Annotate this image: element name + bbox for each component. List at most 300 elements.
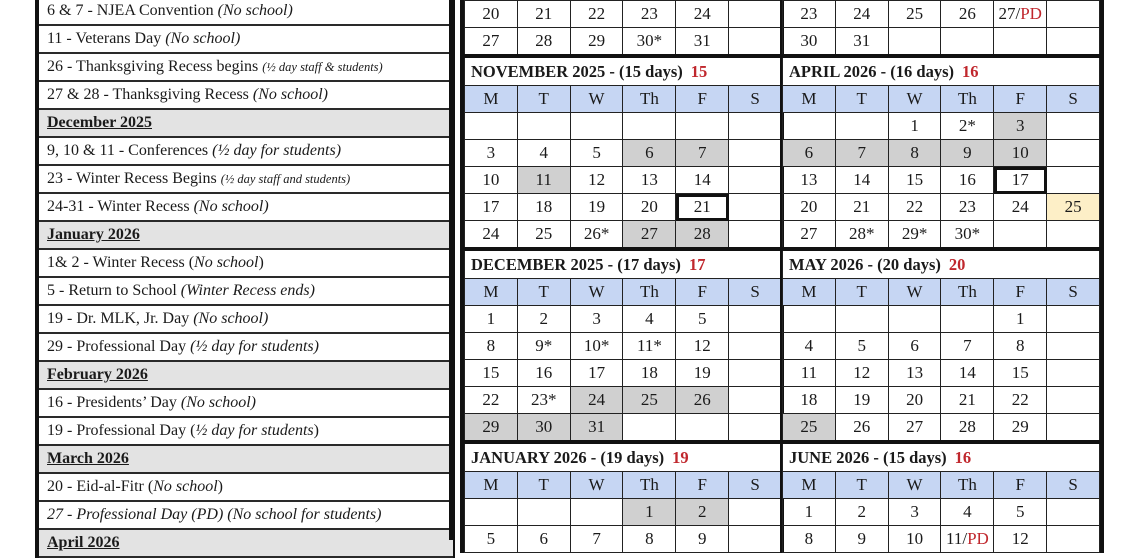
calendar-empty-cell: [729, 167, 782, 194]
calendar-empty-cell: [783, 113, 836, 140]
weekday-header: F: [994, 472, 1047, 499]
weekday-header: W: [888, 86, 941, 113]
month-heading: [39, 222, 453, 250]
day-number: 26: [958, 4, 976, 23]
calendar-week: [465, 360, 782, 387]
month-title: [783, 442, 1100, 472]
day-number: 1: [1015, 309, 1025, 328]
calendar-day: [888, 113, 941, 140]
calendar-day: [994, 167, 1047, 194]
weekday-header: T: [835, 279, 888, 306]
weekday-header: T: [517, 279, 570, 306]
calendar-week: [783, 360, 1100, 387]
calendar-week: [465, 194, 782, 221]
calendar-day: [570, 167, 623, 194]
month-heading: [39, 362, 453, 390]
day-number: 1: [486, 309, 496, 328]
event-note: (No school): [165, 30, 241, 47]
weekday-header-row: [465, 472, 782, 499]
calendar-day: [623, 1, 676, 28]
calendar-empty-cell: [517, 113, 570, 140]
month-title-row: [465, 249, 782, 279]
calendar-day: [676, 221, 729, 250]
day-number: 14: [693, 170, 711, 189]
day-number: 10: [482, 170, 500, 189]
weekday-header: Th: [941, 279, 994, 306]
day-number: 23: [800, 4, 818, 23]
day-number: 9: [697, 529, 707, 548]
day-number: 22: [906, 197, 924, 216]
calendar-empty-cell: [941, 306, 994, 333]
calendar-day: [888, 360, 941, 387]
calendar-week: [783, 306, 1100, 333]
calendar-day: [465, 333, 518, 360]
day-number: 12: [693, 336, 711, 355]
event-row: [39, 278, 453, 306]
calendar-day: [517, 1, 570, 28]
day-number: 30*: [636, 31, 663, 50]
calendar-day: [517, 194, 570, 221]
day-number: 15: [1011, 363, 1029, 382]
event-row: [39, 82, 453, 110]
day-number: 26: [693, 390, 711, 409]
weekday-header: T: [517, 472, 570, 499]
event-note: (½ day for students): [190, 338, 319, 355]
calendar-day: [465, 306, 518, 333]
calendar-day: [517, 140, 570, 167]
calendar-empty-cell: [729, 360, 782, 387]
calendar-day: [888, 1, 941, 28]
event-note: No school: [153, 478, 218, 495]
day-number: 29: [588, 31, 606, 50]
calendar-day: [835, 167, 888, 194]
day-number: 15: [906, 170, 924, 189]
calendar-day: [783, 414, 836, 443]
day-number: 8: [804, 529, 814, 548]
calendar-day: [623, 360, 676, 387]
day-number: 21: [693, 197, 711, 216]
day-number: 4: [645, 309, 654, 328]
calendar-day: [623, 333, 676, 360]
day-number: 22: [1011, 390, 1029, 409]
calendar-empty-cell: [1047, 140, 1100, 167]
calendar-day: [835, 360, 888, 387]
day-number: 29: [1011, 417, 1029, 436]
calendar-empty-cell: [729, 140, 782, 167]
calendar-day: [570, 414, 623, 443]
calendar-day: [676, 499, 729, 526]
weekday-header: F: [676, 86, 729, 113]
calendar-week: [783, 167, 1100, 194]
calendar-day: [517, 306, 570, 333]
calendar-day: [517, 333, 570, 360]
day-number: 25: [640, 390, 658, 409]
day-number: 4: [804, 336, 814, 355]
calendar-day: [835, 387, 888, 414]
weekday-header: S: [1047, 279, 1100, 306]
day-number: 31: [588, 417, 606, 436]
day-number: 3: [486, 143, 496, 162]
calendar-day: [835, 140, 888, 167]
calendar-day: [835, 28, 888, 57]
calendar-week: [783, 526, 1100, 553]
weekday-header: M: [783, 279, 836, 306]
calendar-week: [465, 333, 782, 360]
event-note: (No school): [217, 2, 293, 19]
weekday-header-row: [465, 279, 782, 306]
weekday-header: T: [835, 86, 888, 113]
event-row: [39, 390, 453, 418]
day-number: 5: [486, 529, 496, 548]
calendar-empty-cell: [1047, 499, 1100, 526]
column-divider: [449, 0, 453, 540]
weekday-header: Th: [941, 472, 994, 499]
calendar-day: [888, 140, 941, 167]
calendar-day: [623, 140, 676, 167]
weekday-header: M: [465, 279, 518, 306]
calendar-empty-cell: [783, 306, 836, 333]
calendar-empty-cell: [465, 113, 518, 140]
event-text: 26 - Thanksgiving Recess begins: [47, 58, 263, 75]
calendar-day: [941, 140, 994, 167]
calendar-day: [941, 221, 994, 250]
day-number: 8: [486, 336, 496, 355]
calendar-day: [783, 140, 836, 167]
calendar-day: [941, 414, 994, 443]
calendar-column-left: [460, 0, 784, 553]
day-number: 21: [535, 4, 553, 23]
day-number: 9: [963, 143, 972, 162]
calendar-day: [570, 28, 623, 57]
calendar-day: [888, 194, 941, 221]
day-number: 19: [693, 363, 711, 382]
calendar-day: [570, 333, 623, 360]
event-row: [39, 502, 453, 530]
day-number: 1: [910, 116, 919, 135]
event-text: 5 - Return to School: [47, 282, 181, 299]
calendar-day: [517, 526, 570, 553]
calendar-day: [570, 387, 623, 414]
day-number: 30*: [954, 224, 981, 243]
calendar-day: [517, 387, 570, 414]
day-number: 27: [906, 417, 924, 436]
calendar-day: [941, 360, 994, 387]
day-number: 6: [645, 143, 654, 162]
calendar-day: [676, 387, 729, 414]
day-number: 7: [697, 143, 707, 162]
day-number: 20: [482, 4, 500, 23]
day-number: 7: [857, 143, 866, 162]
day-number: 22: [588, 4, 606, 23]
event-note: (No school): [193, 310, 269, 327]
event-row: [39, 166, 453, 194]
calendar-day: [676, 140, 729, 167]
calendar-day: [1047, 194, 1100, 221]
calendar-week: [465, 526, 782, 553]
event-text: 23 - Winter Recess Begins: [47, 170, 221, 187]
day-number: 14: [853, 170, 871, 189]
weekday-header: W: [570, 279, 623, 306]
calendar-week: [783, 1, 1100, 28]
calendar-day: [783, 526, 836, 553]
day-number: 12: [588, 170, 606, 189]
calendar-week: [783, 387, 1100, 414]
calendar-empty-cell: [465, 499, 518, 526]
calendar-empty-cell: [1047, 1, 1100, 28]
calendar-day: [676, 1, 729, 28]
month-title-text: APRIL 2026 - (16 days): [789, 61, 955, 81]
month-title: [465, 249, 782, 279]
day-number: 26: [853, 417, 871, 436]
calendar-empty-cell: [1047, 414, 1100, 443]
pd-marker: PD: [967, 529, 989, 548]
day-number: 5: [697, 309, 707, 328]
calendar-empty-cell: [676, 113, 729, 140]
school-calendar: [460, 0, 1104, 548]
calendar-empty-cell: [729, 113, 782, 140]
event-note-close: ): [313, 422, 319, 439]
calendar-day: [835, 194, 888, 221]
day-number: 19: [588, 197, 606, 216]
calendar-week: [783, 28, 1100, 57]
calendar-week: [465, 113, 782, 140]
calendar-day: [888, 499, 941, 526]
event-note: (Winter Recess ends): [180, 282, 315, 299]
calendar-day: [783, 221, 836, 250]
calendar-day: [517, 28, 570, 57]
calendar-empty-cell: [994, 221, 1047, 250]
day-number: 13: [906, 363, 924, 382]
month-heading: [39, 530, 453, 558]
calendar-day: [888, 414, 941, 443]
event-row: [39, 474, 453, 502]
calendar-day: [888, 526, 941, 553]
day-number: 23*: [530, 390, 557, 409]
calendar-table-left: [464, 0, 782, 553]
event-note: ½ day for students: [195, 422, 314, 439]
day-number: 14: [958, 363, 976, 382]
day-number: 24: [853, 4, 871, 23]
calendar-day: [623, 526, 676, 553]
calendar-day: [941, 113, 994, 140]
calendar-day: [623, 387, 676, 414]
day-number: 13: [640, 170, 658, 189]
calendar-day: [783, 499, 836, 526]
calendar-empty-cell: [570, 499, 623, 526]
calendar-week: [465, 140, 782, 167]
day-number: 23: [640, 4, 658, 23]
weekday-header: Th: [623, 86, 676, 113]
calendar-empty-cell: [729, 387, 782, 414]
day-number: 3: [1015, 116, 1025, 135]
calendar-day: [941, 1, 994, 28]
calendar-day: [994, 113, 1047, 140]
calendar-day: [941, 387, 994, 414]
day-number: 24: [588, 390, 606, 409]
calendar-week: [783, 194, 1100, 221]
calendar-empty-cell: [729, 333, 782, 360]
calendar-day: [783, 194, 836, 221]
day-number: 28: [535, 31, 553, 50]
calendar-day: [941, 194, 994, 221]
day-number: 8: [1015, 336, 1025, 355]
event-text: 27 - Professional Day (PD) (No school for students): [47, 506, 382, 523]
calendar-day: [465, 140, 518, 167]
day-number: 26*: [583, 224, 610, 243]
day-number: 25: [535, 224, 553, 243]
event-text: 1& 2 - Winter Recess (: [47, 254, 195, 271]
month-heading-text: April 2026: [47, 534, 120, 551]
weekday-header: M: [783, 86, 836, 113]
day-number: 1: [804, 502, 814, 521]
calendar-day: [623, 28, 676, 57]
calendar-day: [623, 499, 676, 526]
calendar-day: [465, 360, 518, 387]
day-number: 7: [963, 336, 972, 355]
month-title-text: NOVEMBER 2025 - (15 days): [471, 61, 683, 81]
calendar-week: [465, 387, 782, 414]
month-title: [783, 56, 1100, 86]
day-number: 23: [958, 197, 976, 216]
calendar-day: [994, 360, 1047, 387]
calendar-day: [465, 194, 518, 221]
day-number: 2*: [958, 116, 976, 135]
weekday-header: W: [888, 279, 941, 306]
day-number: 3: [592, 309, 601, 328]
day-number: 8: [645, 529, 654, 548]
calendar-empty-cell: [1047, 28, 1100, 57]
weekday-header: W: [888, 472, 941, 499]
event-text: 20 - Eid-al-Fitr (: [47, 478, 154, 495]
day-number: 19: [853, 390, 871, 409]
pd-marker: PD: [1020, 4, 1042, 23]
school-day-count: 16: [962, 61, 979, 81]
calendar-table-right: [782, 0, 1100, 553]
calendar-empty-cell: [888, 28, 941, 57]
calendar-week: [783, 140, 1100, 167]
day-number: 3: [910, 502, 919, 521]
calendar-day: [623, 221, 676, 250]
day-number: 11: [800, 363, 818, 382]
calendar-empty-cell: [1047, 221, 1100, 250]
school-day-count: 19: [672, 447, 689, 467]
calendar-day: [676, 333, 729, 360]
event-note: (No school): [193, 198, 269, 215]
calendar-day: [676, 194, 729, 221]
month-title-row: [783, 442, 1100, 472]
day-number: 9*: [535, 336, 553, 355]
day-number: 30: [535, 417, 553, 436]
calendar-empty-cell: [1047, 360, 1100, 387]
calendar-day: [994, 194, 1047, 221]
day-number: 21: [853, 197, 871, 216]
month-title-row: [783, 249, 1100, 279]
calendar-empty-cell: [1047, 333, 1100, 360]
day-number: 25: [906, 4, 924, 23]
calendar-day: [994, 140, 1047, 167]
weekday-header: F: [994, 279, 1047, 306]
day-number: 17: [482, 197, 500, 216]
calendar-day: [783, 1, 836, 28]
calendar-empty-cell: [1047, 113, 1100, 140]
day-number: 5: [1015, 502, 1025, 521]
event-row: [39, 54, 453, 82]
calendar-day: [994, 499, 1047, 526]
weekday-header: W: [570, 472, 623, 499]
calendar-week: [465, 499, 782, 526]
event-note: (No school): [180, 394, 257, 411]
calendar-empty-cell: [941, 28, 994, 57]
weekday-header-row: [783, 279, 1100, 306]
month-heading-text: February 2026: [47, 366, 148, 383]
calendar-day: [888, 167, 941, 194]
calendar-day: [465, 221, 518, 250]
day-number: 28*: [848, 224, 875, 243]
day-number: 27: [640, 224, 658, 243]
calendar-day: [517, 221, 570, 250]
calendar-day: [623, 194, 676, 221]
calendar-empty-cell: [729, 414, 782, 443]
day-number: 2: [697, 502, 707, 521]
weekday-header: T: [835, 472, 888, 499]
month-heading: [39, 110, 453, 138]
event-text: 9, 10 & 11 - Conferences: [47, 142, 213, 159]
weekday-header: Th: [623, 472, 676, 499]
day-number: 17: [1011, 170, 1029, 189]
event-row: [39, 250, 453, 278]
calendar-day: [465, 526, 518, 553]
month-title-row: [465, 56, 782, 86]
calendar-week: [783, 113, 1100, 140]
calendar-day: [994, 526, 1047, 553]
weekday-header: W: [570, 86, 623, 113]
weekday-header-row: [783, 472, 1100, 499]
month-title-text: DECEMBER 2025 - (17 days): [471, 254, 681, 274]
calendar-day: [994, 1, 1047, 28]
calendar-day: [941, 526, 994, 553]
calendar-day: [570, 1, 623, 28]
event-note: (½ day for students): [212, 142, 342, 159]
day-number: 21: [958, 390, 976, 409]
calendar-week: [783, 333, 1100, 360]
weekday-header: M: [465, 86, 518, 113]
calendar-week: [465, 1, 782, 28]
event-row: [39, 194, 453, 222]
day-number: 6: [910, 336, 919, 355]
day-number: 6: [539, 529, 548, 548]
calendar-empty-cell: [994, 28, 1047, 57]
calendar-day: [783, 387, 836, 414]
calendar-day: [941, 167, 994, 194]
month-title: [465, 442, 782, 472]
weekday-header: M: [783, 472, 836, 499]
weekday-header-row: [465, 86, 782, 113]
weekday-header: F: [676, 472, 729, 499]
calendar-day: [465, 387, 518, 414]
day-number: 4: [539, 143, 548, 162]
event-row: [39, 334, 453, 362]
calendar-empty-cell: [888, 306, 941, 333]
weekday-header-row: [783, 86, 1100, 113]
day-number: 16: [535, 363, 553, 382]
day-number: 24: [482, 224, 500, 243]
day-number: 7: [592, 529, 601, 548]
event-note: (½ day staff and students): [220, 172, 351, 186]
day-number: 27: [800, 224, 818, 243]
calendar-day: [835, 333, 888, 360]
day-number: 11: [535, 170, 552, 189]
calendar-week: [783, 499, 1100, 526]
